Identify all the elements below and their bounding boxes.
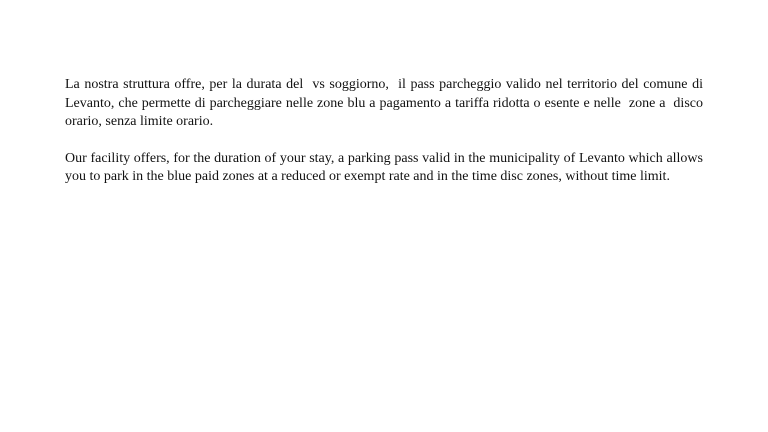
paragraph-italian: La nostra struttura offre, per la durata del vs soggiorno, il pass parcheggio valido nel territorio del comune di Levanto, che permette di parcheggiare nelle zone blu a pagamento a tariffa ridotta o esente e nelle zone a disco orario, senza limite orario. (65, 77, 707, 129)
paragraph-english: Our facility offers, for the duration of your stay, a parking pass valid in the municipality of Levanto which allows you to park in the blue paid zones at a reduced or exempt rate and in the time disc zones, without time limit. (65, 150, 707, 184)
text-body (65, 76, 707, 187)
